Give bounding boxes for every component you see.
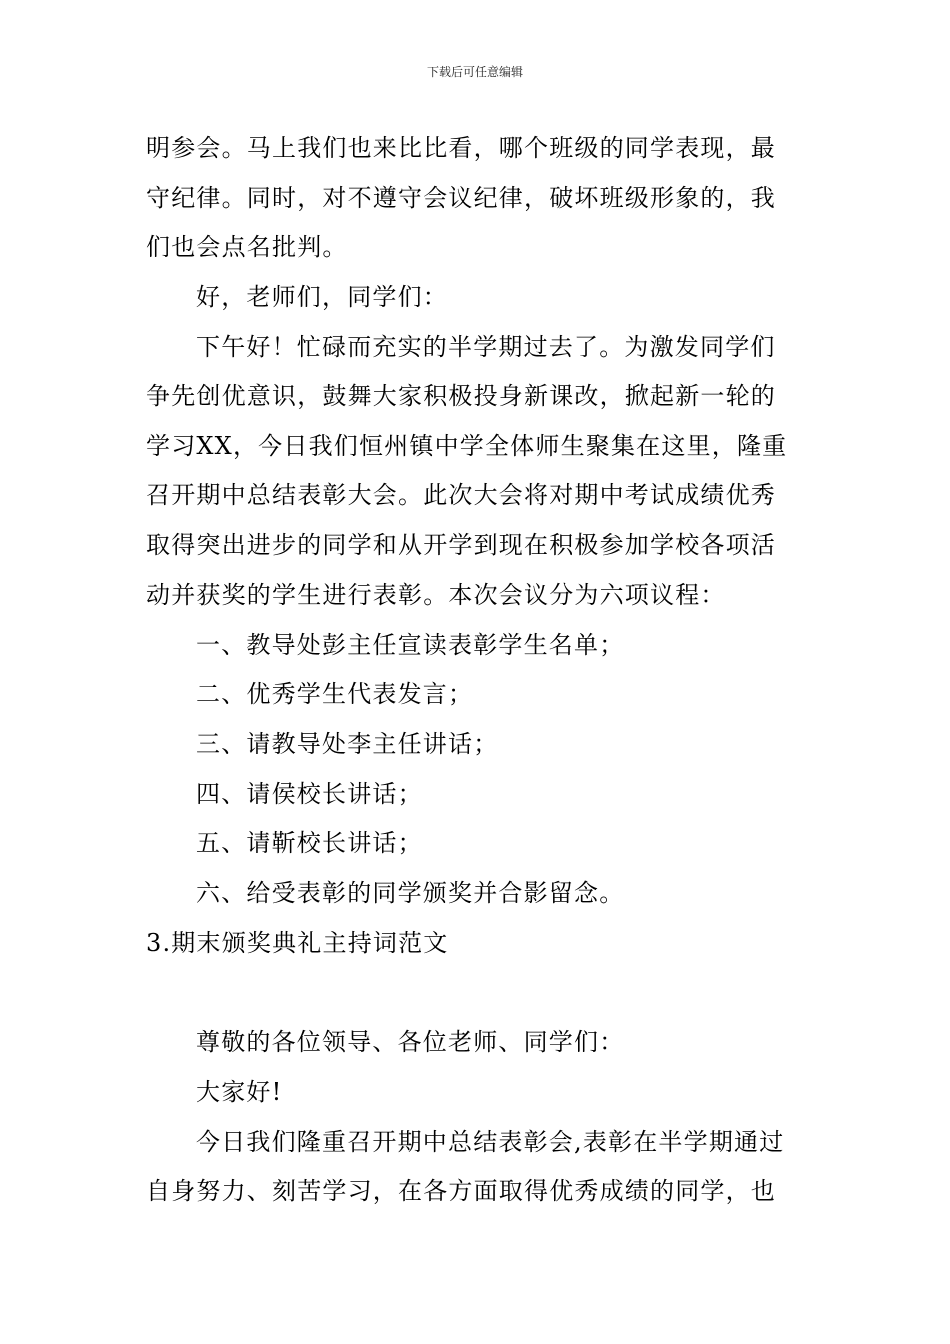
body-line: 守纪律。同时，对不遵守会议纪律，破坏班级形象的，我 (146, 184, 776, 212)
download-note: 下载后可任意编辑 (426, 65, 523, 79)
body-line: 今日我们隆重召开期中总结表彰会,表彰在半学期通过 (196, 1128, 785, 1156)
section-heading: 3.期末颁奖典礼主持词范文 (146, 929, 449, 957)
agenda-item: 一、教导处彭主任宣读表彰学生名单； (196, 631, 625, 659)
body-line: 们也会点名批判。 (146, 233, 348, 261)
agenda-item: 五、请靳校长讲话； (196, 829, 423, 857)
greeting-line: 好，老师们，同学们： (196, 283, 448, 311)
greeting-line: 大家好! (196, 1078, 283, 1106)
body-line: 取得突出进步的同学和从开学到现在积极参加学校各项活 (146, 531, 776, 559)
agenda-item: 二、优秀学生代表发言； (196, 680, 474, 708)
agenda-item: 四、请侯校长讲话； (196, 780, 423, 808)
body-line: 下午好！忙碌而充实的半学期过去了。为激发同学们 (196, 333, 776, 361)
agenda-item: 六、给受表彰的同学颁奖并合影留念。 (196, 879, 625, 907)
body-line: 动并获奖的学生进行表彰。本次会议分为六项议程： (146, 581, 726, 609)
body-line: 学习XX，今日我们恒州镇中学全体师生聚集在这里，隆重 (146, 432, 788, 460)
agenda-item: 三、请教导处李主任讲话； (196, 730, 499, 758)
body-line: 自身努力、刻苦学习，在各方面取得优秀成绩的同学，也 (146, 1177, 776, 1205)
body-line: 明参会。马上我们也来比比看，哪个班级的同学表现，最 (146, 134, 776, 162)
body-line: 争先创优意识，鼓舞大家积极投身新课改，掀起新一轮的 (146, 382, 776, 410)
greeting-line: 尊敬的各位领导、各位老师、同学们： (196, 1028, 625, 1056)
body-line: 召开期中总结表彰大会。此次大会将对期中考试成绩优秀 (146, 481, 776, 509)
